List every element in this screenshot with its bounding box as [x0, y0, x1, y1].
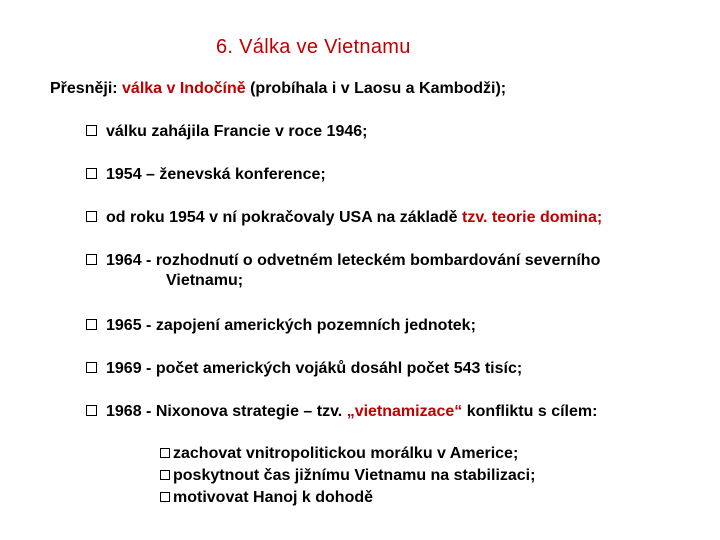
bullet-item	[86, 360, 522, 378]
bullet-item	[86, 123, 367, 141]
sub-bullet-text: zachovat vnitropolitickou morálku v Americe;	[173, 445, 519, 462]
sub-bullet-text: poskytnout čas jižnímu Vietnamu na stabilizaci;	[173, 467, 536, 484]
bullet-text: 1969 - počet amerických vojáků dosáhl počet 543 tisíc;	[106, 360, 523, 377]
intro-highlight: válka v Indočíně	[122, 80, 246, 97]
bullet-item	[86, 403, 597, 421]
sub-bullet-item	[160, 467, 535, 485]
sub-bullet-text: motivovat Hanoj k dohodě	[173, 489, 374, 506]
bullet-text: 1968 - Nixonova strategie – tzv.	[106, 403, 347, 420]
bullet-item	[86, 252, 600, 290]
bullet-item	[86, 209, 602, 227]
bullet-text: válku zahájila Francie v roce 1946;	[106, 123, 368, 140]
intro-line	[50, 80, 506, 98]
bullet-highlight: tzv. teorie domina;	[462, 209, 603, 226]
checkbox-bullet-icon	[160, 448, 170, 458]
checkbox-bullet-icon	[86, 405, 97, 416]
bullet-text: od roku 1954 v ní pokračovaly USA na základě	[106, 209, 462, 226]
checkbox-bullet-icon	[86, 125, 97, 136]
checkbox-bullet-icon	[86, 211, 97, 222]
intro-suffix: (probíhala i v Laosu a Kambodži);	[245, 80, 507, 97]
checkbox-bullet-icon	[160, 492, 170, 502]
bullet-text: 1964 - rozhodnutí o odvetném leteckém bombardování severního	[106, 252, 601, 269]
sub-bullet-item	[160, 445, 518, 463]
checkbox-bullet-icon	[86, 319, 97, 330]
checkbox-bullet-icon	[160, 470, 170, 480]
bullet-item	[86, 166, 326, 184]
checkbox-bullet-icon	[86, 168, 97, 179]
intro-prefix: Přesněji:	[50, 80, 123, 97]
checkbox-bullet-icon	[86, 362, 97, 373]
slide-title: 6. Válka ve Vietnamu	[216, 36, 411, 58]
bullet-text: 1965 - zapojení amerických pozemních jednotek;	[106, 317, 476, 334]
bullet-text: 1954 – ženevská konference;	[106, 166, 326, 183]
bullet-item	[86, 317, 476, 335]
checkbox-bullet-icon	[86, 254, 97, 265]
sub-bullet-item	[160, 489, 373, 507]
bullet-suffix: konfliktu s cílem:	[462, 403, 598, 420]
bullet-highlight: „vietnamizace“	[346, 403, 463, 420]
bullet-continuation: Vietnamu;	[166, 272, 244, 289]
